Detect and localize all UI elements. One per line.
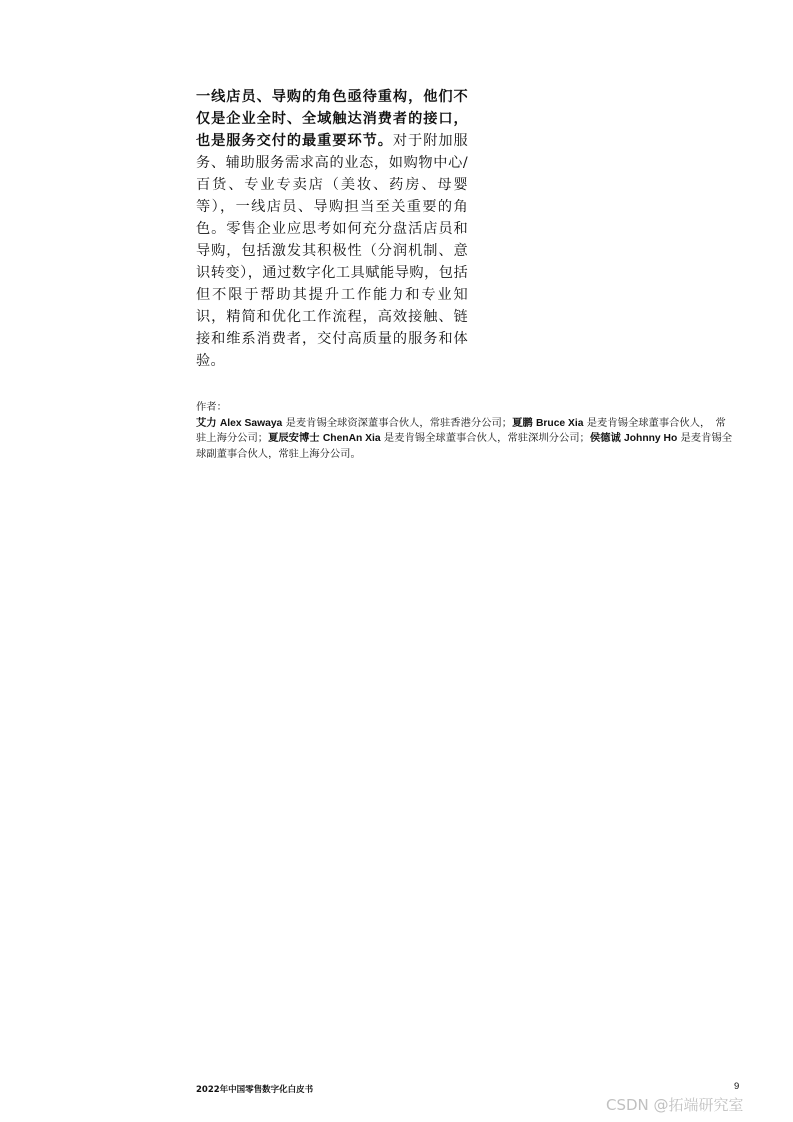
author-3-en-name: ChenAn Xia bbox=[322, 433, 381, 444]
author-1-en-name: Alex Sawaya bbox=[219, 417, 283, 429]
author-3-desc: 是麦肯锡全球董事合伙人，常驻深圳分公司； bbox=[383, 432, 590, 444]
footer-title: 2022年中国零售数字化白皮书 bbox=[196, 1085, 314, 1095]
author-2-desc: 是麦肯锡全球董事合伙人， 常驻上海分公司； bbox=[196, 416, 726, 444]
author-2-cn-name: 夏鹏 bbox=[512, 416, 533, 429]
author-1-desc: 是麦肯锡全球资深董事合伙人，常驻香港分公司； bbox=[285, 416, 513, 429]
lead-sentence: 一线店员、导购的角色亟待重构，他们不仅是企业全时、全域触达消费者的接口，也是服务交付的最重要环节。 bbox=[196, 89, 468, 149]
body-text: 对于附加服务、辅助服务需求高的业态，如购物中心/百货、专业专卖店（美妆、药房、母婴等），一线店员、导购担当至关重要的角色。零售企业应思考如何充分盘活店员和导购，包括激发其积极性（分润机制、意识转变），通过数字化工具赋能导购，包括但不限于帮助其提升工作能力和专业知识，精简和优化工作流程，高效接触、链接和维系消费者，交付高质量的服务和体验。 bbox=[196, 133, 468, 369]
page-number: 9 bbox=[734, 1081, 740, 1092]
authors-note bbox=[196, 400, 736, 462]
author-3-cn-name: 夏辰安博士 bbox=[268, 432, 320, 444]
author-1-cn-name: 艾力 bbox=[196, 416, 217, 429]
watermark: CSDN @拓端研究室 bbox=[606, 1096, 744, 1114]
main-paragraph bbox=[196, 86, 468, 372]
author-4-en-name: Johnny Ho bbox=[624, 433, 678, 444]
author-4-desc: 是麦肯锡全球副董事合伙人，常驻上海分公司。 bbox=[196, 432, 732, 460]
author-2-en-name: Bruce Xia bbox=[535, 417, 584, 429]
authors-label: 作者： bbox=[196, 401, 227, 413]
author-4-cn-name: 侯德诚 bbox=[589, 432, 621, 444]
